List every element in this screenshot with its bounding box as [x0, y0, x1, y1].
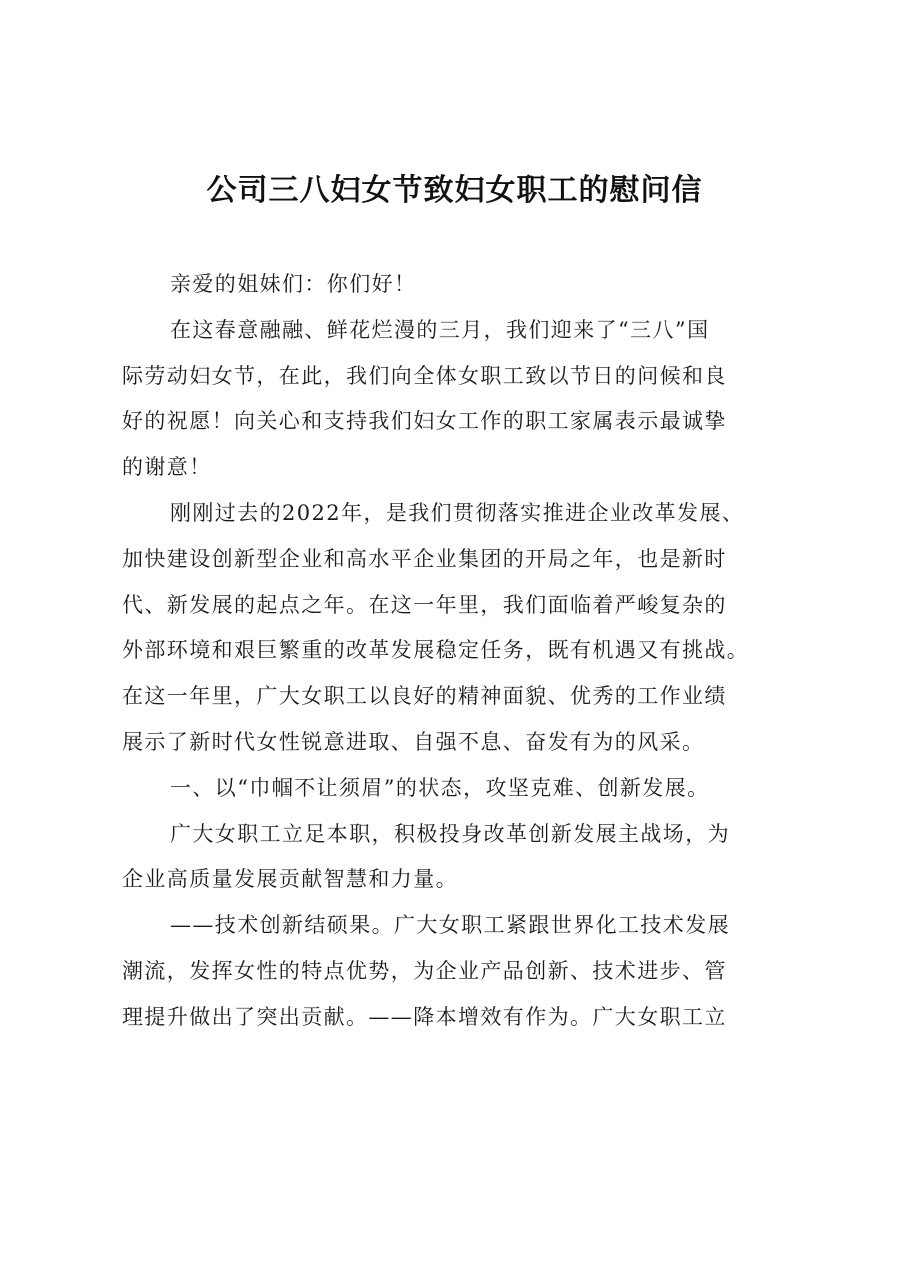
paragraph-line: 潮流，发挥女性的特点优势，为企业产品创新、技术进步、管 [122, 958, 727, 983]
paragraph-line: 的谢意！ [122, 455, 212, 480]
greeting-line: 亲爱的姐妹们：你们好！ [170, 272, 417, 296]
paragraph-line: 企业高质量发展贡献智慧和力量。 [122, 867, 458, 892]
paragraph-line: 刚刚过去的2022年，是我们贯彻落实推进企业改革发展、 [170, 500, 745, 525]
paragraph-line: 代、新发展的起点之年。在这一年里，我们面临着严峻复杂的 [122, 592, 727, 617]
letter-body [122, 262, 812, 1041]
section-heading: 一、以“巾帼不让须眉”的状态，攻坚克难、创新发展。 [170, 775, 710, 800]
document-title: 公司三八妇女节致妇女职工的慰问信 [206, 173, 703, 208]
paragraph-line: 际劳动妇女节，在此，我们向全体女职工致以节日的问候和良 [122, 363, 727, 388]
paragraph-line: 理提升做出了突出贡献。——降本增效有作为。广大女职工立 [122, 1004, 727, 1029]
paragraph-line: 在这一年里，广大女职工以良好的精神面貌、优秀的工作业绩 [122, 684, 727, 709]
paragraph-line: 好的祝愿！向关心和支持我们妇女工作的职工家属表示最诚挚 [122, 409, 727, 434]
paragraph-line: 在这春意融融、鲜花烂漫的三月，我们迎来了“三八”国 [170, 317, 710, 342]
paragraph-line: ——技术创新结硕果。广大女职工紧跟世界化工技术发展 [170, 913, 730, 938]
paragraph-line: 加快建设创新型企业和高水平企业集团的开局之年，也是新时 [122, 546, 727, 571]
paragraph-line: 展示了新时代女性锐意进取、自强不息、奋发有为的风采。 [122, 729, 705, 754]
paragraph-line: 广大女职工立足本职，积极投身改革创新发展主战场，为 [170, 821, 730, 846]
paragraph-line: 外部环境和艰巨繁重的改革发展稳定任务，既有机遇又有挑战。 [122, 638, 750, 663]
